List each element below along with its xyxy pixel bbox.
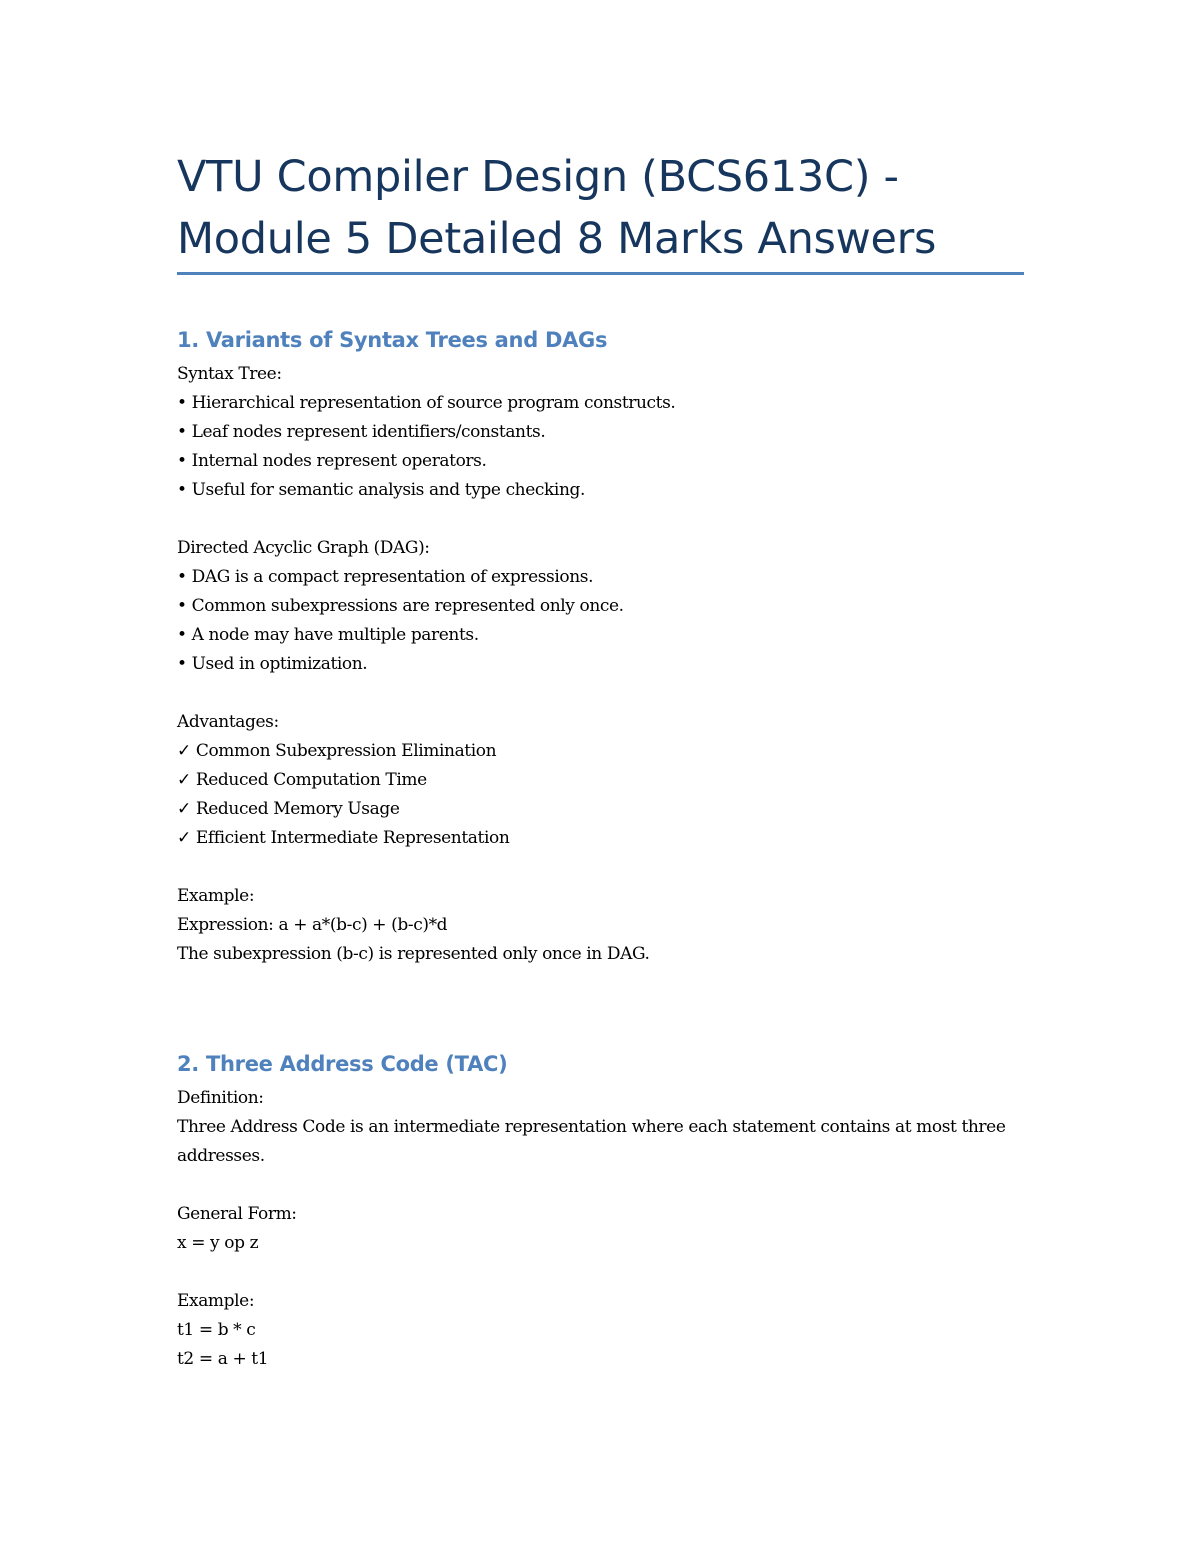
dag-label: Directed Acyclic Graph (DAG): [177,538,430,558]
syntax-tree-point: • Leaf nodes represent identifiers/constants. [177,422,546,442]
definition-text: Three Address Code is an intermediate representation where each statement contains at most three addresses. [177,1117,1006,1166]
advantage-item: ✓ Reduced Computation Time [177,770,427,790]
syntax-tree-point: • Internal nodes represent operators. [177,451,487,471]
advantage-item: ✓ Efficient Intermediate Representation [177,828,510,848]
definition-label: Definition: [177,1088,264,1108]
advantage-item: ✓ Reduced Memory Usage [177,799,400,819]
section-2-body [177,1084,1007,1374]
spacer [177,1258,1007,1287]
general-form: x = y op z [177,1233,259,1253]
syntax-tree-point: • Hierarchical representation of source program constructs. [177,393,676,413]
section-1-body [177,360,1007,969]
dag-point: • Used in optimization. [177,654,368,674]
advantage-item: ✓ Common Subexpression Elimination [177,741,497,761]
dag-point: • DAG is a compact representation of expressions. [177,567,594,587]
syntax-tree-point: • Useful for semantic analysis and type checking. [177,480,585,500]
tac-example-label: Example: [177,1291,255,1311]
dag-point: • Common subexpressions are represented only once. [177,596,624,616]
example-label: Example: [177,886,255,906]
section-2-heading: 2. Three Address Code (TAC) [177,1052,508,1076]
spacer [177,505,1007,534]
example-expression: Expression: a + a*(b-c) + (b-c)*d [177,915,448,935]
document-title: VTU Compiler Design (BCS613C) - Module 5 Detailed 8 Marks Answers [177,152,937,264]
spacer [177,679,1007,708]
example-note: The subexpression (b-c) is represented only once in DAG. [177,944,650,964]
title-underline-rule [177,272,1024,275]
spacer [177,1171,1007,1200]
spacer [177,853,1007,882]
section-1-heading: 1. Variants of Syntax Trees and DAGs [177,328,608,352]
tac-example-line: t2 = a + t1 [177,1349,269,1369]
dag-point: • A node may have multiple parents. [177,625,479,645]
syntax-tree-label: Syntax Tree: [177,364,282,384]
advantages-label: Advantages: [177,712,279,732]
general-form-label: General Form: [177,1204,297,1224]
tac-example-line: t1 = b * c [177,1320,256,1340]
